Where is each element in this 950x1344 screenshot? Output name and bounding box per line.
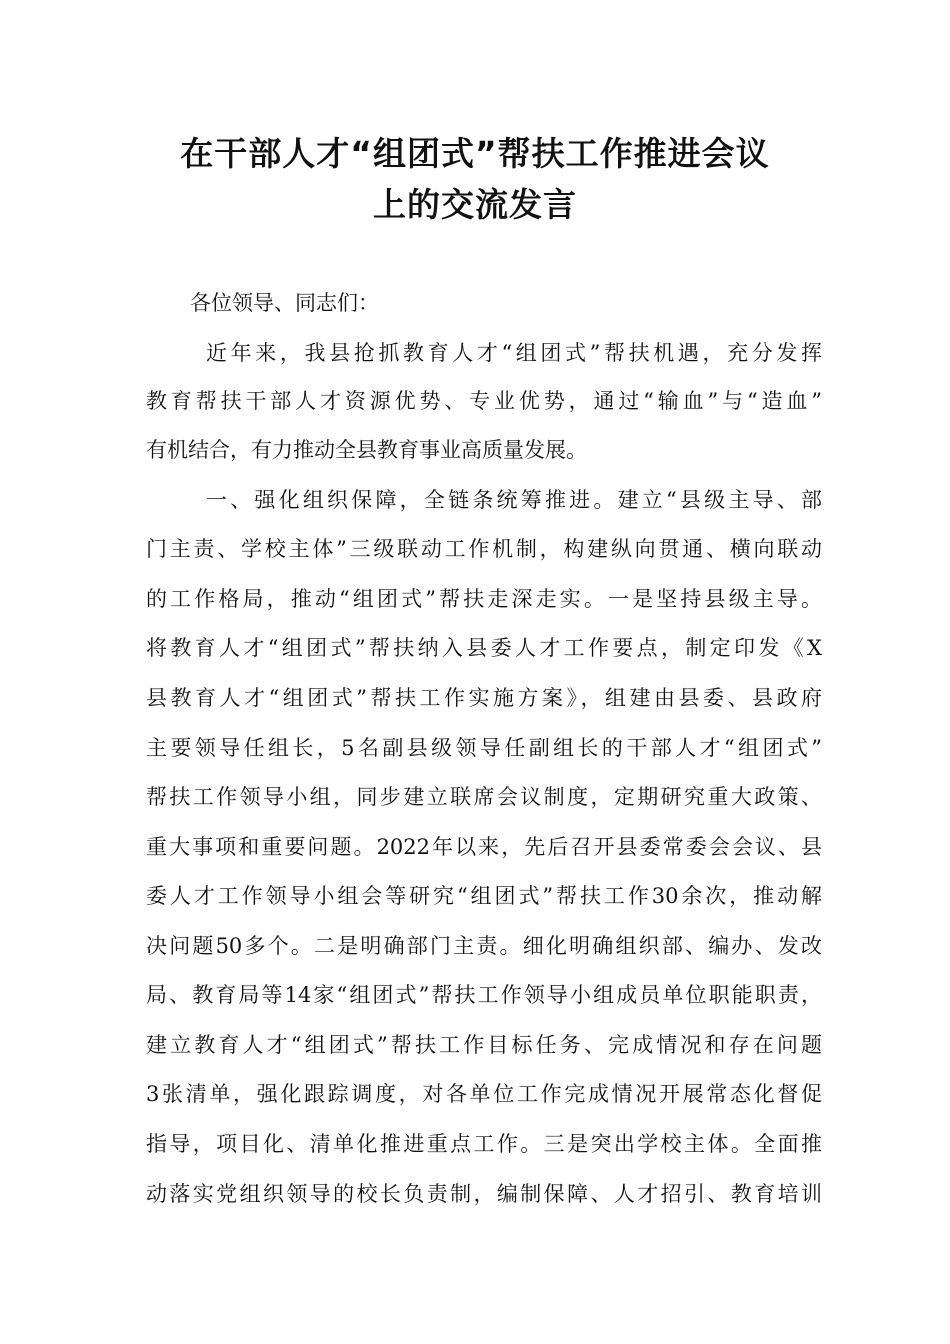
paragraph-line: 帮扶工作领导小组，同步建立联席会议制度，定期研究重大政策、 (146, 785, 822, 809)
paragraph-line: 门主责、学校主体”三级联动工作机制，构建纵向贯通、横向联动 (146, 537, 822, 561)
paragraph-line: 委人才工作领导小组会等研究“组团式”帮扶工作30余次，推动解 (146, 884, 822, 908)
paragraph-line: 决问题50多个。二是明确部门主责。细化明确组织部、编办、发改 (146, 934, 822, 958)
paragraph-line: 指导，项目化、清单化推进重点工作。三是突出学校主体。全面推 (146, 1132, 822, 1156)
salutation: 各位领导、同志们： (190, 291, 379, 315)
paragraph-line: 建立教育人才“组团式”帮扶工作目标任务、完成情况和存在问题 (146, 1033, 822, 1057)
paragraph-line: 动落实党组织领导的校长负责制，编制保障、人才招引、教育培训 (146, 1182, 822, 1206)
paragraph-line: 教育帮扶干部人才资源优势、专业优势，通过“输血”与“造血” (146, 389, 822, 413)
paragraph-line: 一、强化组织保障，全链条统筹推进。建立“县级主导、部 (206, 488, 822, 512)
paragraph-line: 重大事项和重要问题。2022年以来，先后召开县委常委会会议、县 (146, 835, 822, 859)
paragraph-line: 局、教育局等14家“组团式”帮扶工作领导小组成员单位职能职责， (146, 983, 822, 1007)
paragraph-line: 县教育人才“组团式”帮扶工作实施方案》，组建由县委、县政府 (146, 686, 822, 710)
title-line-1: 在干部人才“组团式”帮扶工作推进会议 (180, 134, 770, 173)
paragraph-line: 将教育人才“组团式”帮扶纳入县委人才工作要点，制定印发《X (146, 636, 822, 660)
paragraph-line: 3张清单，强化跟踪调度，对各单位工作完成情况开展常态化督促 (146, 1082, 822, 1106)
paragraph-line: 主要领导任组长，5名副县级领导任副组长的干部人才“组团式” (146, 736, 822, 760)
paragraph-line: 近年来，我县抢抓教育人才“组团式”帮扶机遇，充分发挥 (206, 341, 822, 365)
title-line-2: 上的交流发言 (373, 185, 577, 224)
paragraph-line: 有机结合，有力推动全县教育事业高质量发展。 (146, 438, 587, 462)
paragraph-line: 的工作格局，推动“组团式”帮扶走深走实。一是坚持县级主导。 (146, 587, 822, 611)
